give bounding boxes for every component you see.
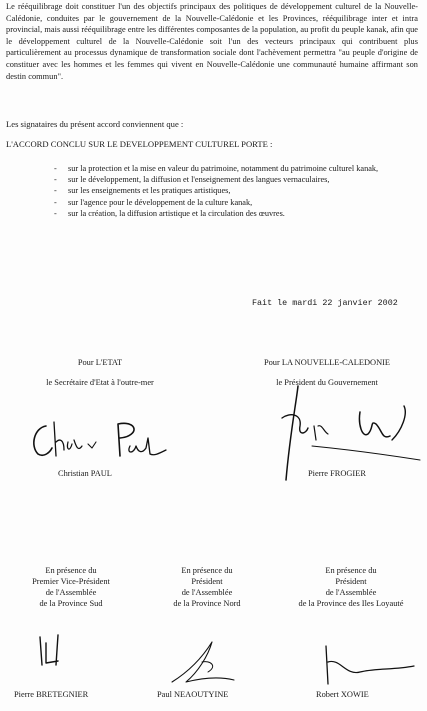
signatory-state bbox=[20, 357, 180, 388]
bullet: - bbox=[54, 186, 57, 196]
list-item bbox=[54, 174, 424, 185]
bullet: - bbox=[54, 208, 57, 218]
signatory-province-nord bbox=[142, 565, 272, 609]
date-line: Fait le mardi 22 janvier 2002 bbox=[252, 298, 398, 308]
assembly-line: de l'Assemblée bbox=[181, 588, 233, 597]
agreement-heading: L'ACCORD CONCLU SUR LE DEVELOPPEMENT CULTUREL PORTE : bbox=[6, 139, 273, 149]
assembly-line: de l'Assemblée bbox=[325, 588, 377, 597]
list-item bbox=[54, 163, 424, 174]
signatory-name: Paul NEAOUTYINE bbox=[157, 690, 229, 699]
intro-paragraph: Le rééquilibrage doit constituer l'un des objectifs principaux des politiques de développement culturel de la Nouvelle-Calédonie, conduites par le gouvernement de la Nouvelle-Calédonie et les Provinces, rééquilibrage inter et intra provincial, mais aussi rééquilibrage entre les différentes composantes de la population, au profit du peuple kanak, afin que le développement culturel de la Nouvelle-Calédonie soit l'un des vecteurs principaux qui contribuent plus particulièrement au processus dynamique de transformation sociale dont l'achèvement permettra "au peuple d'origine de constituer avec les hommes et les femmes qui vivent en Nouvelle-Calédonie une communauté humaine affirmant son destin commun". bbox=[6, 2, 419, 81]
signatory-iles-loyaute bbox=[276, 565, 426, 609]
province-line: de la Province Sud bbox=[39, 599, 103, 608]
signatory-province-sud bbox=[6, 565, 136, 609]
signatory-title: le Président du Gouvernement bbox=[276, 378, 378, 387]
signatory-name: Pierre BRETEGNIER bbox=[14, 690, 89, 699]
signatory-party: Pour LA NOUVELLE-CALEDONIE bbox=[263, 358, 391, 367]
agreement-items-list bbox=[54, 163, 424, 219]
province-line: de la Province des Iles Loyauté bbox=[298, 599, 404, 608]
bullet: - bbox=[54, 175, 57, 185]
list-item-text: sur la création, la diffusion artistique et la circulation des œuvres. bbox=[68, 208, 285, 218]
role-line: Premier Vice-Président bbox=[32, 577, 110, 586]
bullet: - bbox=[54, 164, 57, 173]
presence-line: En présence du bbox=[45, 566, 97, 575]
list-item bbox=[54, 208, 424, 219]
list-item-text: sur le développement, la diffusion et l'enseignement des langues vernaculaires, bbox=[68, 175, 330, 185]
signature-paul-neaoutyine bbox=[168, 632, 240, 690]
list-item bbox=[54, 197, 424, 208]
presence-line: En présence du bbox=[181, 566, 233, 575]
list-item-text: sur les enseignements et les pratiques artistiques, bbox=[68, 186, 231, 196]
list-item bbox=[54, 185, 424, 196]
list-item-text: sur l'agence pour le développement de la culture kanak, bbox=[68, 197, 253, 207]
signatory-name: Christian PAUL bbox=[58, 469, 112, 478]
bullet: - bbox=[54, 197, 57, 207]
signatory-title: le Secrétaire d'Etat à l'outre-mer bbox=[46, 378, 154, 387]
signatory-name: Pierre FROGIER bbox=[308, 469, 366, 478]
province-line: de la Province Nord bbox=[173, 599, 241, 608]
signature-robert-xowie bbox=[310, 636, 420, 688]
list-item-text: sur la protection et la mise en valeur du patrimoine, notamment du patrimoine culturel kanak, bbox=[68, 164, 379, 173]
signatory-party: Pour L'ETAT bbox=[77, 358, 123, 367]
signatory-name: Robert XOWIE bbox=[316, 690, 369, 699]
presence-line: En présence du bbox=[325, 566, 377, 575]
role-line: Président bbox=[191, 577, 223, 586]
signature-christian-paul bbox=[26, 416, 176, 464]
assembly-line: de l'Assemblée bbox=[45, 588, 97, 597]
signature-pierre-bretegnier bbox=[34, 627, 74, 673]
agreement-intro: Les signataires du présent accord conviennent que : bbox=[6, 119, 184, 129]
role-line: Président bbox=[335, 577, 367, 586]
